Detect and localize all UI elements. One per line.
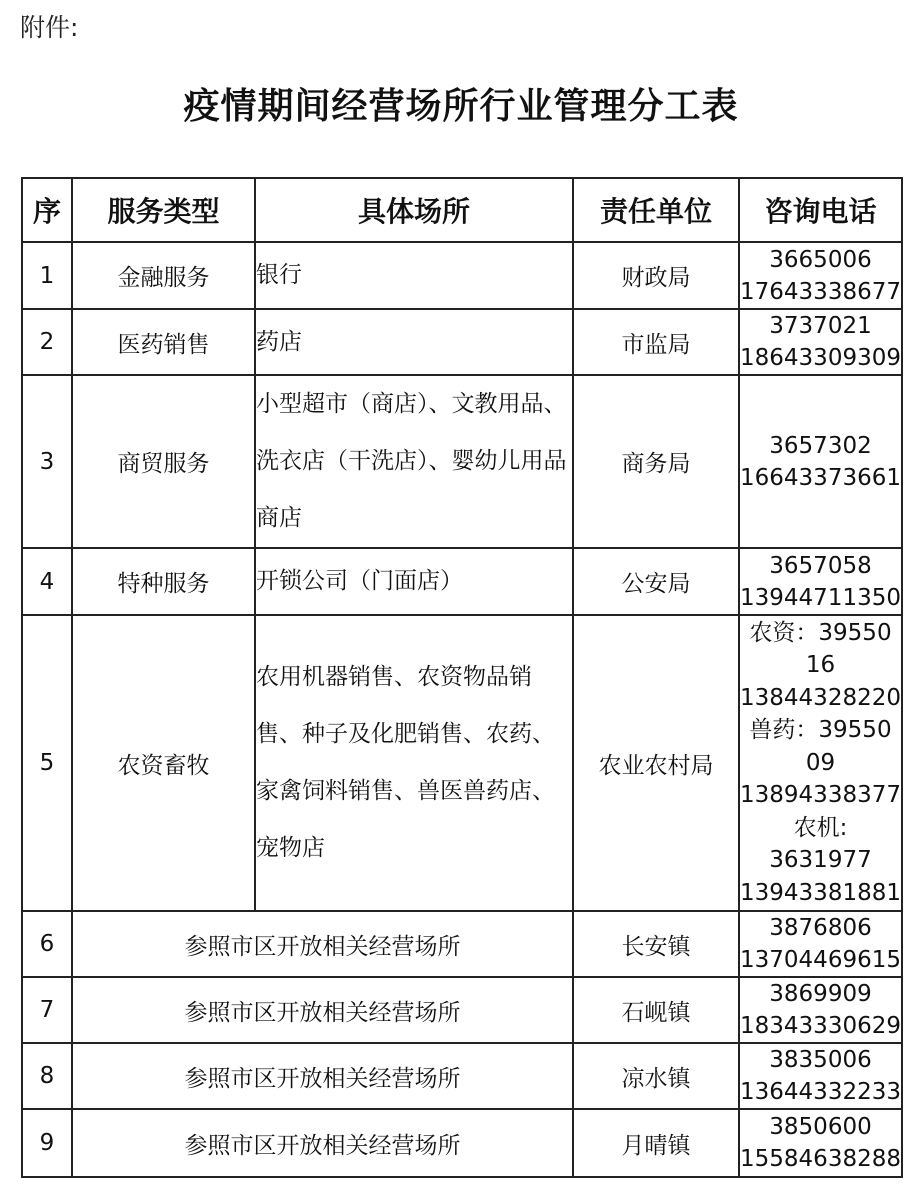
phone-line: 3876806 xyxy=(769,915,872,941)
responsible-unit: 凉水镇 xyxy=(573,1043,739,1109)
header-phone: 咨询电话 xyxy=(739,178,902,242)
phone-line: 农资：39550 xyxy=(749,619,892,646)
phone-line: 13704469615 xyxy=(740,947,901,973)
phone-cell xyxy=(739,911,902,977)
row-no: 5 xyxy=(22,615,72,911)
phone-line: 18643309309 xyxy=(740,345,901,371)
table-row xyxy=(22,548,902,615)
division-table xyxy=(21,177,903,1178)
table-row xyxy=(22,977,902,1043)
responsible-unit: 月晴镇 xyxy=(573,1109,739,1177)
merged-place: 参照市区开放相关经营场所 xyxy=(72,1109,573,1177)
phone-line: 3850600 xyxy=(769,1114,872,1140)
phone-line: 13944711350 xyxy=(740,584,901,611)
table-row xyxy=(22,911,902,977)
phone-cell xyxy=(739,375,902,548)
phone-line: 3869909 xyxy=(769,981,872,1007)
phone-cell xyxy=(739,548,902,615)
phone-cell xyxy=(739,977,902,1043)
phone-line: 农机: xyxy=(793,814,848,841)
header-unit: 责任单位 xyxy=(573,178,739,242)
place: 药店 xyxy=(255,309,573,375)
header-place: 具体场所 xyxy=(255,178,573,242)
table-row xyxy=(22,615,902,911)
row-no: 8 xyxy=(22,1043,72,1109)
phone-line: 15584638288 xyxy=(740,1146,901,1172)
responsible-unit: 农业农村局 xyxy=(573,615,739,911)
phone-line: 13943381881 xyxy=(740,879,901,906)
row-no: 3 xyxy=(22,375,72,548)
place: 农用机器销售、农资物品销售、种子及化肥销售、农药、家禽饲料销售、兽医兽药店、宠物店 xyxy=(255,615,573,911)
phone-cell xyxy=(739,1043,902,1109)
service-type: 医药销售 xyxy=(72,309,255,375)
phone-cell xyxy=(739,1109,902,1177)
phone-cell xyxy=(739,242,902,309)
row-no: 4 xyxy=(22,548,72,615)
phone-line: 3737021 xyxy=(769,313,872,339)
row-no: 9 xyxy=(22,1109,72,1177)
merged-place: 参照市区开放相关经营场所 xyxy=(72,1043,573,1109)
responsible-unit: 公安局 xyxy=(573,548,739,615)
table-row xyxy=(22,309,902,375)
phone-line: 3657058 xyxy=(769,552,872,579)
table-row xyxy=(22,375,902,548)
page-title: 疫情期间经营场所行业管理分工表 xyxy=(183,86,739,127)
phone-line: 3631977 xyxy=(769,847,872,874)
attachment-label: 附件: xyxy=(20,13,79,42)
phone-line: 兽药：39550 xyxy=(749,717,892,744)
responsible-unit: 市监局 xyxy=(573,309,739,375)
phone-line: 13644332233 xyxy=(740,1079,901,1105)
table-row xyxy=(22,1043,902,1109)
phone-line: 17643338677 xyxy=(740,278,901,305)
merged-place: 参照市区开放相关经营场所 xyxy=(72,977,573,1043)
service-type: 金融服务 xyxy=(72,242,255,309)
phone-line: 3657302 xyxy=(769,432,872,459)
phone-line: 16643373661 xyxy=(740,464,901,491)
responsible-unit: 商务局 xyxy=(573,375,739,548)
place: 银行 xyxy=(255,242,573,309)
phone-line: 3835006 xyxy=(769,1047,872,1073)
service-type: 农资畜牧 xyxy=(72,615,255,911)
responsible-unit: 石岘镇 xyxy=(573,977,739,1043)
table-row xyxy=(22,242,902,309)
header-no: 序 xyxy=(22,178,72,242)
merged-place: 参照市区开放相关经营场所 xyxy=(72,911,573,977)
row-no: 7 xyxy=(22,977,72,1043)
phone-line: 09 xyxy=(805,749,836,776)
phone-line: 16 xyxy=(805,652,836,679)
place: 小型超市（商店）、文教用品、洗衣店（干洗店）、婴幼儿用品商店 xyxy=(255,375,573,548)
phone-line: 13894338377 xyxy=(740,782,901,809)
phone-line: 13844328220 xyxy=(740,684,901,711)
table-header-row xyxy=(22,178,902,242)
header-service-type: 服务类型 xyxy=(72,178,255,242)
phone-line: 18343330629 xyxy=(740,1013,901,1039)
table-row xyxy=(22,1109,902,1177)
row-no: 1 xyxy=(22,242,72,309)
service-type: 特种服务 xyxy=(72,548,255,615)
service-type: 商贸服务 xyxy=(72,375,255,548)
phone-cell xyxy=(739,615,902,911)
phone-cell xyxy=(739,309,902,375)
responsible-unit: 财政局 xyxy=(573,242,739,309)
row-no: 2 xyxy=(22,309,72,375)
place: 开锁公司（门面店） xyxy=(255,548,573,615)
responsible-unit: 长安镇 xyxy=(573,911,739,977)
row-no: 6 xyxy=(22,911,72,977)
phone-line: 3665006 xyxy=(769,246,872,273)
